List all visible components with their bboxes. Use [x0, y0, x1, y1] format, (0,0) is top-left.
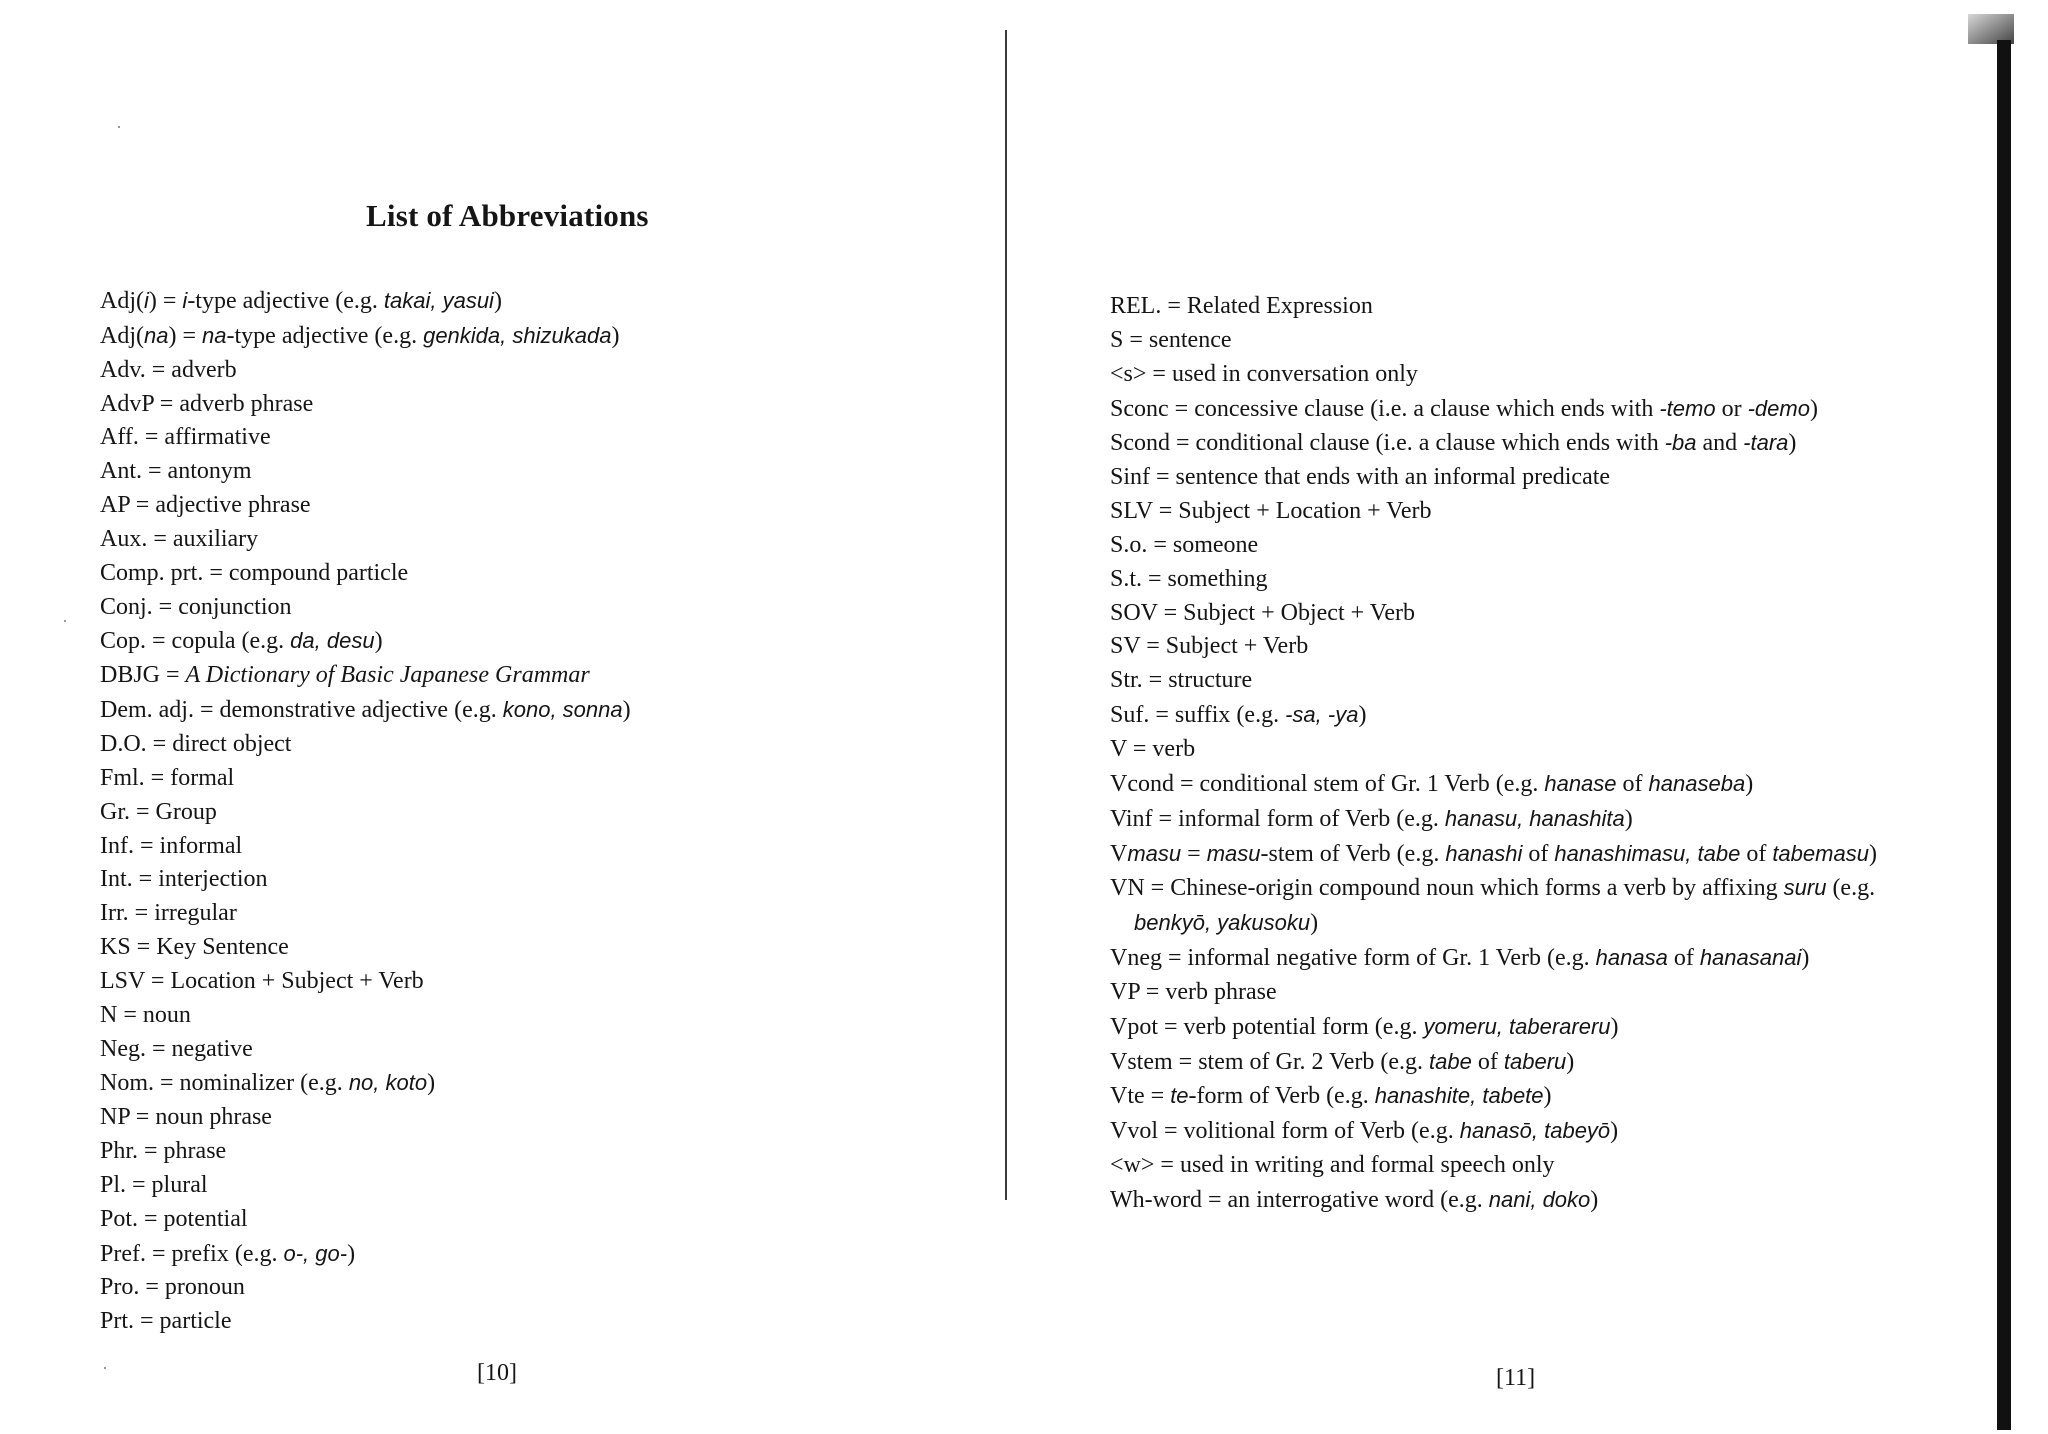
- italic-example-text: hanasanai: [1699, 945, 1802, 971]
- abbreviation-entry: [1110, 426, 1877, 461]
- page-edge-shadow: [1997, 40, 2011, 1430]
- italic-example-text: na: [202, 322, 227, 348]
- italic-example-text: hanashi: [1445, 840, 1523, 866]
- italic-example-text: masu: [1127, 840, 1182, 866]
- abbreviation-entry: [1110, 324, 1877, 358]
- entry-text: =: [1181, 840, 1207, 867]
- entry-text: D.O. = direct object: [100, 730, 292, 757]
- entry-text: of: [1522, 840, 1555, 867]
- italic-example-text: i: [144, 288, 149, 313]
- entry-text: REL. = Related Expression: [1110, 293, 1373, 319]
- entry-text: Scond = conditional clause (i.e. a clause which ends with: [1110, 430, 1665, 457]
- abbreviation-list-right: [1110, 290, 1877, 1218]
- abbreviation-entry: [100, 624, 631, 659]
- entry-text: or: [1715, 395, 1748, 422]
- entry-text: -type adjective (e.g.: [226, 322, 424, 349]
- abbreviation-entry: [100, 523, 631, 557]
- entry-text: S.t. = something: [1110, 565, 1268, 592]
- abbreviation-entry: [100, 830, 631, 864]
- entry-text: ): [1745, 770, 1754, 797]
- italic-example-text: hanase: [1544, 770, 1617, 796]
- abbreviation-entry: [1110, 1114, 1877, 1149]
- page-title: List of Abbreviations: [366, 198, 649, 233]
- italic-example-text: nani, doko: [1488, 1186, 1591, 1212]
- italic-example-text: na: [144, 322, 169, 348]
- entry-text: SV = Subject + Verb: [1110, 633, 1309, 660]
- abbreviation-entry: [100, 1305, 631, 1339]
- abbreviation-entry: [1110, 358, 1877, 392]
- abbreviation-entry: [1110, 733, 1877, 767]
- entry-text: Vstem = stem of Gr. 2 Verb (e.g.: [1110, 1048, 1430, 1075]
- entry-text: Adv. = adverb: [100, 356, 237, 383]
- entry-text: of: [1667, 945, 1700, 972]
- entry-text: Conj. = conjunction: [100, 593, 292, 620]
- abbreviation-entry: [100, 965, 631, 999]
- italic-example-text: hanasō, tabeyō: [1459, 1118, 1611, 1144]
- entry-text: of: [1740, 840, 1773, 867]
- abbreviation-entry: [100, 762, 631, 796]
- abbreviation-entry: [1110, 837, 1877, 872]
- entry-text: ): [427, 1070, 436, 1097]
- abbreviation-entry: [1110, 1149, 1877, 1183]
- italic-example-text: -demo: [1747, 395, 1810, 421]
- italic-example-text: takai, yasui: [383, 288, 494, 313]
- entry-text: ): [611, 322, 620, 349]
- abbreviation-entry: [1110, 563, 1877, 597]
- entry-text: ): [1610, 1118, 1619, 1145]
- italic-example-text: benkyō, yakusoku: [1134, 910, 1311, 936]
- entry-text: ): [374, 628, 383, 655]
- entry-text: Gr. = Group: [100, 798, 217, 825]
- abbreviation-list-left: [100, 284, 631, 1339]
- italic-example-text: te: [1170, 1083, 1189, 1109]
- entry-text: Vneg = informal negative form of Gr. 1 Verb (e.g.: [1110, 945, 1596, 972]
- italic-example-text: -tara: [1743, 430, 1789, 456]
- abbreviation-entry: [1110, 1010, 1877, 1045]
- entry-text: ): [1566, 1048, 1575, 1075]
- scan-speck: [64, 620, 66, 622]
- entry-text: ): [1809, 395, 1818, 422]
- abbreviation-entry: [100, 388, 631, 422]
- entry-text: ): [1590, 1186, 1599, 1213]
- entry-text: ): [1610, 1013, 1619, 1040]
- entry-text: ): [1624, 805, 1633, 832]
- entry-text: Dem. adj. = demonstrative adjective (e.g.: [100, 697, 503, 724]
- right-page: [1000, 0, 2048, 1434]
- entry-text: V: [1110, 840, 1128, 867]
- italic-example-text: masu: [1206, 840, 1261, 866]
- entry-text: Vte =: [1110, 1083, 1171, 1110]
- abbreviation-entry: [1110, 767, 1877, 802]
- abbreviation-entry: [100, 284, 631, 319]
- italic-example-text: -ba: [1664, 430, 1697, 456]
- abbreviation-entry: [100, 1237, 631, 1272]
- entry-text: SLV = Subject + Location + Verb: [1110, 498, 1432, 525]
- italic-example-text: kono, sonna: [502, 697, 623, 723]
- entry-text: and: [1696, 430, 1744, 457]
- entry-text: Aff. = affirmative: [100, 424, 271, 451]
- abbreviation-entry: [100, 693, 631, 728]
- entry-text: Adj(: [100, 288, 144, 314]
- entry-text: Aux. = auxiliary: [100, 525, 259, 552]
- abbreviation-entry: [1110, 976, 1877, 1010]
- abbreviation-entry: [100, 659, 631, 693]
- entry-text: LSV = Location + Subject + Verb: [100, 967, 424, 994]
- entry-text: DBJG =: [100, 662, 186, 689]
- abbreviation-entry: [1110, 630, 1877, 664]
- entry-text: (e.g.: [1826, 875, 1876, 902]
- entry-text: S = sentence: [1110, 326, 1232, 353]
- entry-text: Pro. = pronoun: [100, 1274, 245, 1301]
- abbreviation-entry: [1110, 698, 1877, 733]
- left-page: [0, 0, 1000, 1434]
- italic-example-text: o-, go-: [283, 1240, 348, 1266]
- abbreviation-entry: [1110, 941, 1877, 976]
- abbreviation-entry: [100, 1101, 631, 1135]
- abbreviation-entry: [100, 591, 631, 625]
- italic-example-text: genkida, shizukada: [423, 322, 612, 348]
- entry-text: Vinf = informal form of Verb (e.g.: [1110, 805, 1445, 832]
- entry-text: ): [1358, 702, 1367, 729]
- abbreviation-entry: [100, 1135, 631, 1169]
- italic-example-text: i: [182, 288, 188, 313]
- entry-text: Wh-word = an interrogative word (e.g.: [1110, 1186, 1489, 1213]
- italic-example-text: hanasu, hanashita: [1444, 805, 1625, 831]
- italic-example-text: yomeru, taberareru: [1423, 1013, 1611, 1039]
- entry-text: Phr. = phrase: [100, 1138, 227, 1165]
- entry-text: Vpot = verb potential form (e.g.: [1110, 1013, 1424, 1040]
- entry-text: Sconc = concessive clause (i.e. a clause which ends with: [1110, 395, 1660, 422]
- entry-text: ): [347, 1240, 356, 1267]
- entry-text: Adj(: [100, 322, 144, 349]
- entry-text: AdvP = adverb phrase: [100, 390, 314, 417]
- abbreviation-entry: [100, 1033, 631, 1067]
- abbreviation-entry: [100, 728, 631, 762]
- italic-example-text: no, koto: [348, 1070, 428, 1096]
- entry-text: Str. = structure: [1110, 667, 1253, 694]
- entry-text: Prt. = particle: [100, 1308, 232, 1335]
- abbreviation-entry: [1110, 1183, 1877, 1218]
- abbreviation-entry: [100, 1203, 631, 1237]
- abbreviation-entry: [1110, 1045, 1877, 1080]
- abbreviation-entry: [100, 421, 631, 455]
- entry-text: ): [1801, 945, 1810, 972]
- entry-text: SOV = Subject + Object + Verb: [1110, 599, 1416, 626]
- italic-title-text: A Dictionary of Basic Japanese Grammar: [185, 662, 590, 689]
- italic-example-text: -temo: [1659, 395, 1716, 421]
- entry-text: Fml. = formal: [100, 764, 235, 791]
- italic-example-text: taberu: [1503, 1048, 1567, 1074]
- entry-text: -stem of Verb (e.g.: [1260, 840, 1446, 867]
- entry-text: ): [1868, 840, 1877, 867]
- entry-text: Cop. = copula (e.g.: [100, 628, 291, 655]
- abbreviation-entry: [100, 1271, 631, 1305]
- entry-text: Sinf = sentence that ends with an informal predicate: [1110, 464, 1611, 491]
- abbreviation-entry: [100, 1066, 631, 1101]
- abbreviation-entry: [1110, 461, 1877, 495]
- entry-text: ) =: [168, 322, 203, 349]
- entry-text: ): [1788, 430, 1797, 457]
- abbreviation-entry: [100, 999, 631, 1033]
- entry-text: Irr. = irregular: [100, 900, 237, 927]
- abbreviation-entry: [1110, 871, 1877, 906]
- abbreviation-entry: [1110, 906, 1877, 941]
- italic-example-text: hanashite, tabete: [1374, 1083, 1544, 1109]
- italic-example-text: -sa, -ya: [1285, 702, 1359, 728]
- entry-text: Pref. = prefix (e.g.: [100, 1240, 284, 1267]
- entry-text: <s> = used in conversation only: [1110, 360, 1418, 387]
- entry-text: Nom. = nominalizer (e.g.: [100, 1070, 349, 1097]
- abbreviation-entry: [100, 863, 631, 897]
- entry-text: <w> = used in writing and formal speech only: [1110, 1152, 1555, 1179]
- entry-text: Int. = interjection: [100, 866, 268, 893]
- abbreviation-entry: [1110, 290, 1877, 324]
- entry-text: ): [1310, 910, 1319, 937]
- abbreviation-entry: [100, 455, 631, 489]
- abbreviation-entry: [100, 931, 631, 965]
- entry-text: VN = Chinese-origin compound noun which forms a verb by affixing: [1110, 875, 1784, 902]
- entry-text: Pl. = plural: [100, 1171, 208, 1198]
- entry-text: ): [493, 288, 502, 314]
- entry-text: -type adjective (e.g.: [187, 288, 384, 314]
- entry-text: of: [1616, 770, 1649, 797]
- entry-text: ) =: [148, 288, 183, 314]
- scan-speck: [104, 1367, 106, 1369]
- abbreviation-entry: [100, 796, 631, 830]
- entry-text: ): [1543, 1083, 1552, 1110]
- scan-speck: [118, 126, 120, 128]
- entry-text: Vcond = conditional stem of Gr. 1 Verb (e.g.: [1110, 770, 1545, 797]
- entry-text: VP = verb phrase: [1110, 978, 1277, 1005]
- entry-text: Comp. prt. = compound particle: [100, 559, 409, 586]
- italic-example-text: tabemasu: [1772, 840, 1869, 866]
- entry-text: N = noun: [100, 1001, 191, 1028]
- abbreviation-entry: [1110, 1079, 1877, 1114]
- italic-example-text: tabe: [1429, 1048, 1472, 1074]
- abbreviation-entry: [100, 557, 631, 591]
- page-number-left: [10]: [477, 1360, 517, 1386]
- entry-text: S.o. = someone: [1110, 531, 1259, 558]
- entry-text: NP = noun phrase: [100, 1104, 272, 1131]
- entry-text: -form of Verb (e.g.: [1188, 1083, 1375, 1110]
- abbreviation-entry: [100, 897, 631, 931]
- entry-text: Neg. = negative: [100, 1035, 253, 1062]
- entry-text: Inf. = informal: [100, 832, 243, 859]
- entry-text: Vvol = volitional form of Verb (e.g.: [1110, 1118, 1460, 1145]
- abbreviation-entry: [100, 489, 631, 523]
- italic-example-text: hanashimasu, tabe: [1554, 840, 1741, 866]
- italic-example-text: hanasa: [1595, 945, 1668, 971]
- abbreviation-entry: [1110, 529, 1877, 563]
- abbreviation-entry: [100, 1169, 631, 1203]
- entry-text: Ant. = antonym: [100, 458, 252, 485]
- abbreviation-entry: [1110, 495, 1877, 529]
- entry-text: Suf. = suffix (e.g.: [1110, 702, 1286, 729]
- abbreviation-entry: [1110, 664, 1877, 698]
- abbreviation-entry: [1110, 597, 1877, 631]
- entry-text: KS = Key Sentence: [100, 934, 289, 961]
- entry-text: ): [622, 697, 631, 724]
- abbreviation-entry: [1110, 802, 1877, 837]
- abbreviation-entry: [100, 354, 631, 388]
- entry-text: V = verb: [1110, 735, 1196, 762]
- italic-example-text: da, desu: [290, 628, 375, 654]
- abbreviation-entry: [1110, 392, 1877, 427]
- entry-text: Pot. = potential: [100, 1205, 248, 1232]
- italic-example-text: suru: [1783, 875, 1827, 901]
- entry-text: AP = adjective phrase: [100, 492, 311, 519]
- abbreviation-entry: [100, 319, 631, 354]
- italic-example-text: hanaseba: [1648, 770, 1746, 796]
- page-number-right: [11]: [1496, 1365, 1536, 1391]
- entry-text: of: [1471, 1048, 1504, 1075]
